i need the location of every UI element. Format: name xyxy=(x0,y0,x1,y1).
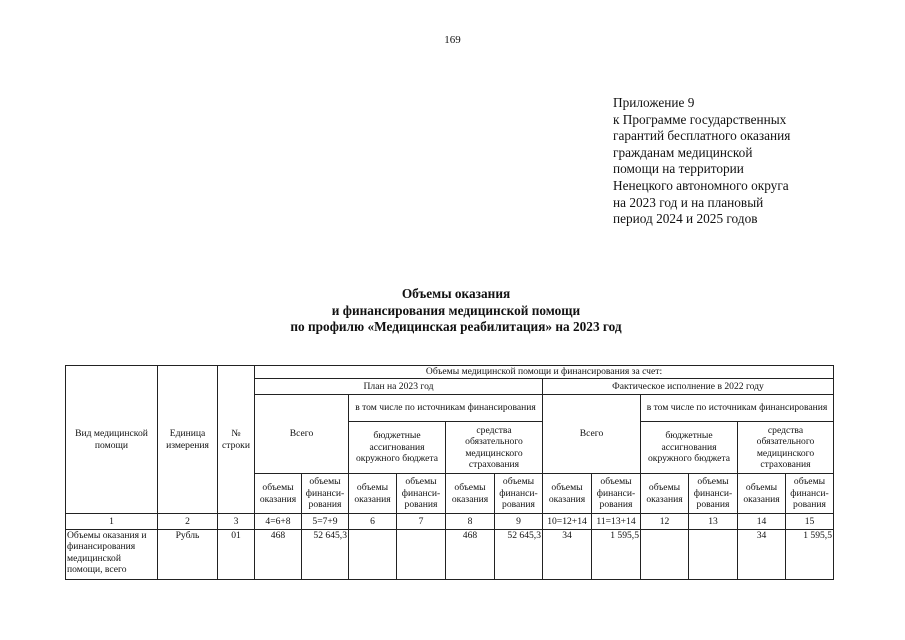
cell-col7 xyxy=(397,530,446,580)
cell-col11: 1 595,5 xyxy=(592,530,641,580)
column-number: 7 xyxy=(397,514,446,530)
cell-col8: 468 xyxy=(446,530,495,580)
column-number: 3 xyxy=(218,514,255,530)
cell-col14: 34 xyxy=(738,530,786,580)
cell-col5: 52 645,3 xyxy=(302,530,349,580)
column-number: 13 xyxy=(689,514,738,530)
header-finance: объемы финанси-рования xyxy=(495,474,543,514)
appendix-line: к Программе государственных xyxy=(613,111,787,127)
column-number: 1 xyxy=(66,514,158,530)
header-plan-total: Всего xyxy=(255,395,349,474)
column-number-row xyxy=(66,514,834,530)
header-finance: объемы финанси-рования xyxy=(397,474,446,514)
cell-col15: 1 595,5 xyxy=(786,530,834,580)
column-number: 9 xyxy=(495,514,543,530)
funding-table xyxy=(65,365,834,580)
row-number: 01 xyxy=(218,530,255,580)
row-name: Объемы оказания и финансирования медицинской помощи, всего xyxy=(66,530,158,580)
document-title xyxy=(0,286,905,336)
header-volume: объемы оказания xyxy=(543,474,592,514)
column-number: 12 xyxy=(641,514,689,530)
header-actual-oms: средства обязательного медицинского страхования xyxy=(738,422,834,474)
cell-col12 xyxy=(641,530,689,580)
header-type-of-care: Вид медицинской помощи xyxy=(66,366,158,514)
header-unit: Единица измерения xyxy=(158,366,218,514)
header-plan-oms: средства обязательного медицинского страхования xyxy=(446,422,543,474)
column-number: 6 xyxy=(349,514,397,530)
header-plan: План на 2023 год xyxy=(255,379,543,395)
column-number: 5=7+9 xyxy=(302,514,349,530)
column-number: 8 xyxy=(446,514,495,530)
header-finance: объемы финанси-рования xyxy=(689,474,738,514)
header-volume: объемы оказания xyxy=(255,474,302,514)
header-funding-by-source: Объемы медицинской помощи и финансирования за счет: xyxy=(255,366,834,379)
header-row-number: № строки xyxy=(218,366,255,514)
header-finance: объемы финанси-рования xyxy=(592,474,641,514)
appendix-line: помощи на территории xyxy=(613,161,744,177)
cell-col4: 468 xyxy=(255,530,302,580)
header-plan-incl-sources: в том числе по источникам финансирования xyxy=(349,395,543,422)
appendix-line: Ненецкого автономного округа xyxy=(613,177,789,193)
column-number: 11=13+14 xyxy=(592,514,641,530)
header-actual-incl-sources: в том числе по источникам финансирования xyxy=(641,395,834,422)
header-actual: Фактическое исполнение в 2022 году xyxy=(543,379,834,395)
header-actual-budget: бюджетные ассигнования окружного бюджета xyxy=(641,422,738,474)
cell-col13 xyxy=(689,530,738,580)
column-number: 15 xyxy=(786,514,834,530)
header-volume: объемы оказания xyxy=(641,474,689,514)
appendix-note xyxy=(613,95,873,228)
page-number: 169 xyxy=(444,34,461,46)
appendix-line: гарантий бесплатного оказания xyxy=(613,128,791,144)
cell-col10: 34 xyxy=(543,530,592,580)
header-volume: объемы оказания xyxy=(349,474,397,514)
cell-col6 xyxy=(349,530,397,580)
title-line: Объемы оказания xyxy=(401,286,511,301)
header-volume: объемы оказания xyxy=(446,474,495,514)
column-number: 2 xyxy=(158,514,218,530)
cell-col9: 52 645,3 xyxy=(495,530,543,580)
header-finance: объемы финанси-рования xyxy=(302,474,349,514)
header-plan-budget: бюджетные ассигнования окружного бюджета xyxy=(349,422,446,474)
title-line: по профилю «Медицинская реабилитация» на 2023 год xyxy=(290,319,622,334)
table-row xyxy=(66,530,834,580)
appendix-line: гражданам медицинской xyxy=(613,144,753,160)
column-number: 4=6+8 xyxy=(255,514,302,530)
appendix-line: на 2023 год и на плановый xyxy=(613,194,764,210)
header-finance: объемы финанси-рования xyxy=(786,474,834,514)
appendix-line: Приложение 9 xyxy=(613,95,695,110)
appendix-line: период 2024 и 2025 годов xyxy=(613,211,758,227)
title-line: и финансирования медицинской помощи xyxy=(331,302,581,318)
column-number: 14 xyxy=(738,514,786,530)
row-unit: Рубль xyxy=(158,530,218,580)
header-volume: объемы оказания xyxy=(738,474,786,514)
header-actual-total: Всего xyxy=(543,395,641,474)
column-number: 10=12+14 xyxy=(543,514,592,530)
